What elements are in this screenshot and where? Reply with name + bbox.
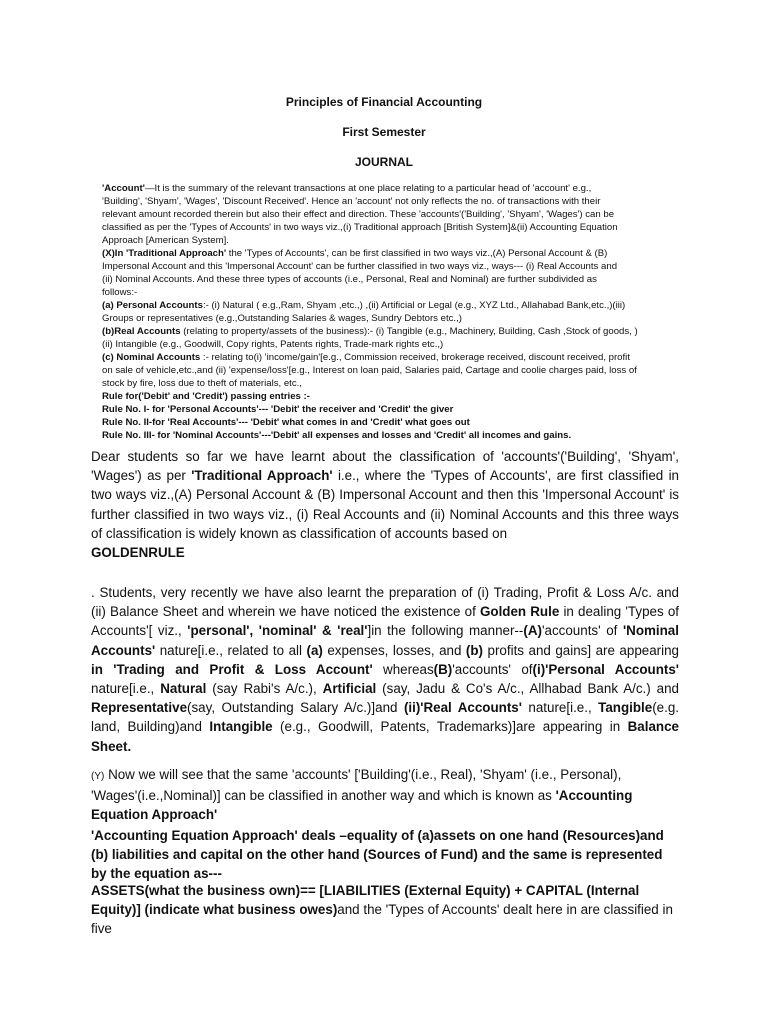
rule-one: Rule No. I- for 'Personal Accounts'--- 'Debit' the receiver and 'Credit' the giver bbox=[102, 404, 454, 415]
small-line-1: 'Account'—It is the summary of the relevant transactions at one place relating to a particular head of 'account' e.g., bbox=[102, 183, 592, 194]
paragraph-accounting-equation: 'Accounting Equation Approach' deals –equality of (a)assets on one hand (Resources)and (b) liabilities and capital on the other hand (Sources of Fund) and the same is represented by the equation as--- bbox=[91, 828, 664, 882]
paragraph-golden-rule: . Students, very recently we have also learnt the preparation of (i) Trading, Profit & Loss A/c. and (ii) Balance Sheet and wherein we have noticed the existence of Golden Rule in dealing 'Types of Accounts'[ viz., 'personal', 'nominal' & 'real']in the following manner--(A)'accounts' of 'Nominal Accounts' nature[i.e., related to all (a) expenses, losses, and (b) profits and gains] are appearing in 'Trading and Profit & Loss Account' whereas(B)'accounts' of(i)'Personal Accounts' nature[i.e., Natural (say Rabi's A/c.), Artificial (say, Jadu & Co's A/c., Allhabad Bank A/c.) and Representative(say, Outstanding Salary A/c.)]and (ii)'Real Accounts' nature[i.e., Tangible(e.g. land, Building)and Intangible (e.g., Goodwill, Patents, Trademarks)]are appearing in Balance Sheet. bbox=[91, 585, 680, 754]
small-line-2: 'Building', 'Shyam', 'Wages', 'Discount Received'. Hence an 'account' not only reflects the no. of transactions with their bbox=[102, 196, 601, 207]
rule-heading: Rule for('Debit' and 'Credit') passing entries :- bbox=[102, 391, 310, 402]
small-line-4: classified as per the 'Types of Accounts' in two ways viz.,(i) Traditional approach [British System]&(ii) Accounting Equation bbox=[102, 222, 618, 233]
small-line-7: Impersonal Account and this 'Impersonal Account' can be further classified in two ways viz., ways--- (i) Real Accounts and bbox=[102, 261, 618, 272]
small-line-6: (X)In 'Traditional Approach' the 'Types of Accounts', can be first classified in two ways viz.,(A) Personal Account & (B) bbox=[102, 248, 608, 259]
small-line-13: (ii) Intangible (e.g., Goodwill, Copy rights, Patents rights, Trade-mark rights etc.,) bbox=[102, 339, 444, 350]
small-line-9: follows:- bbox=[102, 287, 138, 298]
rule-three: Rule No. III- for 'Nominal Accounts'---'Debit' all expenses and losses and 'Credit' all incomes and gains. bbox=[102, 430, 572, 441]
semester-heading: First Semester bbox=[342, 125, 426, 139]
small-line-3: relevant amount recorded therein but also their effect and direction. These 'accounts'('Building', 'Shyam', 'Wages') can be bbox=[102, 209, 615, 220]
small-line-14: (c) Nominal Accounts :- relating to(i) 'income/gain'[e.g., Commission received, brokerage received, discount received, profit bbox=[102, 352, 630, 363]
small-line-5: Approach [American System]. bbox=[102, 235, 229, 246]
small-line-12: (b)Real Accounts (relating to property/assets of the business):- (i) Tangible (e.g., Machinery, Building, Cash ,Stock of goods, ) bbox=[102, 326, 638, 337]
rule-two: Rule No. II-for 'Real Accounts'--- 'Debit' what comes in and 'Credit' what goes out bbox=[102, 417, 470, 428]
small-line-16: stock by fire, loss due to theft of materials, etc., bbox=[102, 378, 302, 389]
paragraph-assets-equation: ASSETS(what the business own)== [LIABILITIES (External Equity) + CAPITAL (Internal Equity)] (indicate what business owes)and the 'Types of Accounts' dealt here in are classified in five bbox=[91, 883, 673, 937]
journal-heading: JOURNAL bbox=[354, 155, 413, 169]
small-line-15: on sale of vehicle,etc.,and (ii) 'expense/loss'[e.g., Interest on loan paid, Salaries paid, Cartage and coolie charges paid, loss of bbox=[102, 365, 637, 376]
small-line-11: Groups or representatives (e.g.,Outstanding Salaries & wages, Sundry Debtors etc.,) bbox=[102, 313, 462, 324]
small-line-8: (ii) Nominal Accounts. And these three types of accounts (i.e., Personal, Real and Nominal) are further subdivided as bbox=[102, 274, 597, 285]
small-line-10: (a) Personal Accounts:- (i) Natural ( e.g.,Ram, Shyam ,etc.,) ,(ii) Artificial or Legal (e.g., XYZ Ltd., Allahabad Bank,etc.,)(iii) bbox=[102, 300, 626, 311]
paragraph-traditional: Dear students so far we have learnt about the classification of 'accounts'('Building', 'Shyam', 'Wages') as per 'Traditional Approach' i.e., where the 'Types of Accounts', are first classified in two ways viz.,(A) Personal Account & (B) Impersonal Account and then this 'Impersonal Account' is further classified in two ways viz., (i) Real Accounts and (ii) Nominal Accounts and this three ways of classification is widely known as classification of accounts based on GOLDENRULE bbox=[91, 449, 679, 561]
document-title: Principles of Financial Accounting bbox=[285, 95, 483, 109]
paragraph-accounting-equation-intro: (Y) Now we will see that the same 'accounts' ['Building'(i.e., Real), 'Shyam' (i.e., Personal), 'Wages'(i.e.,Nominal)] can be classified in another way and which is known as 'Accounting Equation Approach' bbox=[91, 767, 633, 823]
